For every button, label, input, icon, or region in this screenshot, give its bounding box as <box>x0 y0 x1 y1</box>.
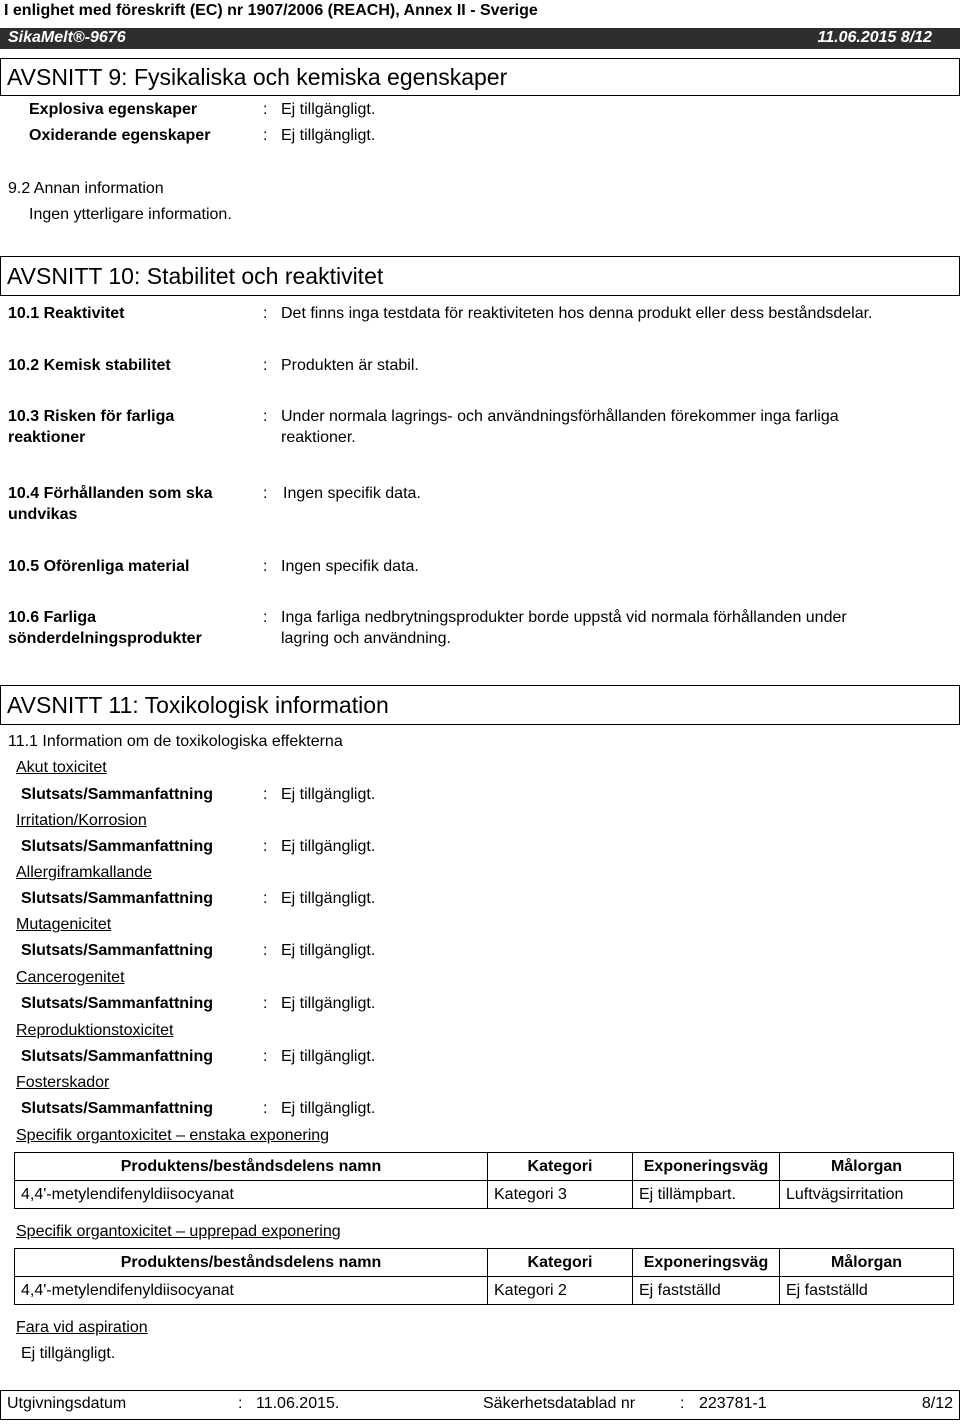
colon: : <box>680 1395 685 1412</box>
section-9-heading <box>0 58 960 96</box>
decomposition-label: 10.6 Farliga <box>8 609 97 626</box>
incompatible-value: Ingen specifik data. <box>281 558 419 575</box>
table-row <box>15 1277 954 1305</box>
section-11-title: AVSNITT 11: Toxikologisk information <box>7 692 389 718</box>
colon: : <box>263 609 268 626</box>
section-10-title: AVSNITT 10: Stabilitet och reaktivitet <box>7 263 384 289</box>
summary-label: Slutsats/Sammanfattning <box>21 786 214 803</box>
carcinogenicity-value: Ej tillgängligt. <box>281 995 376 1012</box>
summary-label: Slutsats/Sammanfattning <box>21 838 214 855</box>
table-row <box>15 1181 954 1209</box>
hazardous-reactions-label-2: reaktioner <box>8 429 86 446</box>
toxicological-effects-heading: 11.1 Information om de toxikologiska effekterna <box>8 733 343 750</box>
table-cell: Ej fastställd <box>780 1277 954 1305</box>
oxidizing-label: Oxiderande egenskaper <box>29 127 211 144</box>
conditions-avoid-label: 10.4 Förhållanden som ska <box>8 485 213 502</box>
colon: : <box>263 1100 268 1117</box>
column-header: Målorgan <box>780 1153 954 1181</box>
colon: : <box>263 838 268 855</box>
aspiration-value: Ej tillgängligt. <box>21 1345 116 1362</box>
teratogenicity-title: Fosterskador <box>16 1074 110 1091</box>
footer <box>0 1390 960 1420</box>
acute-toxicity-title: Akut toxicitet <box>16 759 107 776</box>
table-cell: Luftvägsirritation <box>780 1181 954 1209</box>
reactivity-label: 10.1 Reaktivitet <box>8 305 125 322</box>
irritation-title: Irritation/Korrosion <box>16 812 147 829</box>
stability-value: Produkten är stabil. <box>281 357 419 374</box>
colon: : <box>263 1048 268 1065</box>
other-info-heading: 9.2 Annan information <box>8 180 164 197</box>
mutagenicity-title: Mutagenicitet <box>16 916 112 933</box>
colon: : <box>263 127 268 144</box>
teratogenicity-value: Ej tillgängligt. <box>281 1100 376 1117</box>
incompatible-label: 10.5 Oförenliga material <box>8 558 190 575</box>
sensitization-value: Ej tillgängligt. <box>281 890 376 907</box>
table-header-row <box>15 1249 954 1277</box>
table-header-row <box>15 1153 954 1181</box>
sds-number-label: Säkerhetsdatablad nr <box>483 1395 636 1412</box>
hazardous-reactions-value-2: reaktioner. <box>281 429 356 446</box>
reproductive-toxicity-title: Reproduktionstoxicitet <box>16 1022 174 1039</box>
summary-label: Slutsats/Sammanfattning <box>21 890 214 907</box>
section-10-heading <box>0 256 960 296</box>
table-cell: 4,4'-metylendifenyldiisocyanat <box>15 1277 488 1305</box>
irritation-value: Ej tillgängligt. <box>281 838 376 855</box>
column-header: Kategori <box>488 1249 633 1277</box>
summary-label: Slutsats/Sammanfattning <box>21 1100 214 1117</box>
column-header: Produktens/beståndsdelens namn <box>15 1249 488 1277</box>
product-name: SikaMelt®-9676 <box>8 29 126 46</box>
document-regulation-title: I enlighet med föreskrift (EC) nr 1907/2006 (REACH), Annex II - Sverige <box>4 2 538 19</box>
page-number: 8/12 <box>921 1395 953 1412</box>
colon: : <box>263 485 268 502</box>
column-header: Exponeringsväg <box>633 1249 780 1277</box>
table-cell: 4,4'-metylendifenyldiisocyanat <box>15 1181 488 1209</box>
section-9-title: AVSNITT 9: Fysikaliska och kemiska egenskaper <box>7 64 508 90</box>
column-header: Kategori <box>488 1153 633 1181</box>
stot-repeated-table <box>14 1248 954 1305</box>
decomposition-label-2: sönderdelningsprodukter <box>8 630 202 647</box>
conditions-avoid-label-2: undvikas <box>8 506 78 523</box>
table-cell: Kategori 3 <box>488 1181 633 1209</box>
summary-label: Slutsats/Sammanfattning <box>21 995 214 1012</box>
column-header: Målorgan <box>780 1249 954 1277</box>
colon: : <box>263 357 268 374</box>
acute-toxicity-value: Ej tillgängligt. <box>281 786 376 803</box>
colon: : <box>263 995 268 1012</box>
section-11-heading <box>0 685 960 725</box>
stot-single-table <box>14 1152 954 1209</box>
colon: : <box>263 890 268 907</box>
decomposition-value-2: lagring och användning. <box>281 630 451 647</box>
other-info-text: Ingen ytterligare information. <box>29 206 232 223</box>
stot-single-title: Specifik organtoxicitet – enstaka exponering <box>16 1127 330 1144</box>
colon: : <box>238 1395 243 1412</box>
summary-label: Slutsats/Sammanfattning <box>21 1048 214 1065</box>
colon: : <box>263 786 268 803</box>
explosive-label: Explosiva egenskaper <box>29 101 198 118</box>
colon: : <box>263 408 268 425</box>
stot-repeated-title: Specifik organtoxicitet – upprepad exponering <box>16 1223 341 1240</box>
hazardous-reactions-label: 10.3 Risken för farliga <box>8 408 175 425</box>
mutagenicity-value: Ej tillgängligt. <box>281 942 376 959</box>
decomposition-value: Inga farliga nedbrytningsprodukter borde uppstå vid normala förhållanden under <box>281 609 847 626</box>
issue-date-value: 11.06.2015. <box>256 1395 340 1412</box>
oxidizing-value: Ej tillgängligt. <box>281 127 376 144</box>
colon: : <box>263 942 268 959</box>
sds-number-value: 223781-1 <box>699 1395 767 1412</box>
aspiration-title: Fara vid aspiration <box>16 1319 148 1336</box>
explosive-value: Ej tillgängligt. <box>281 101 376 118</box>
header-date-page: 11.06.2015 8/12 <box>817 29 932 46</box>
column-header: Exponeringsväg <box>633 1153 780 1181</box>
reactivity-value: Det finns inga testdata för reaktiviteten hos denna produkt eller dess beståndsdelar. <box>281 305 873 322</box>
summary-label: Slutsats/Sammanfattning <box>21 942 214 959</box>
reproductive-toxicity-value: Ej tillgängligt. <box>281 1048 376 1065</box>
conditions-avoid-value: Ingen specifik data. <box>283 485 421 502</box>
issue-date-label: Utgivningsdatum <box>7 1395 127 1412</box>
table-cell: Kategori 2 <box>488 1277 633 1305</box>
table-cell: Ej tillämpbart. <box>633 1181 780 1209</box>
stability-label: 10.2 Kemisk stabilitet <box>8 357 171 374</box>
colon: : <box>263 101 268 118</box>
colon: : <box>263 305 268 322</box>
colon: : <box>263 558 268 575</box>
table-cell: Ej fastställd <box>633 1277 780 1305</box>
carcinogenicity-title: Cancerogenitet <box>16 969 125 986</box>
product-header-bar <box>0 28 960 49</box>
sensitization-title: Allergiframkallande <box>16 864 153 881</box>
column-header: Produktens/beståndsdelens namn <box>15 1153 488 1181</box>
hazardous-reactions-value: Under normala lagrings- och användningsförhållanden förekommer inga farliga <box>281 408 839 425</box>
